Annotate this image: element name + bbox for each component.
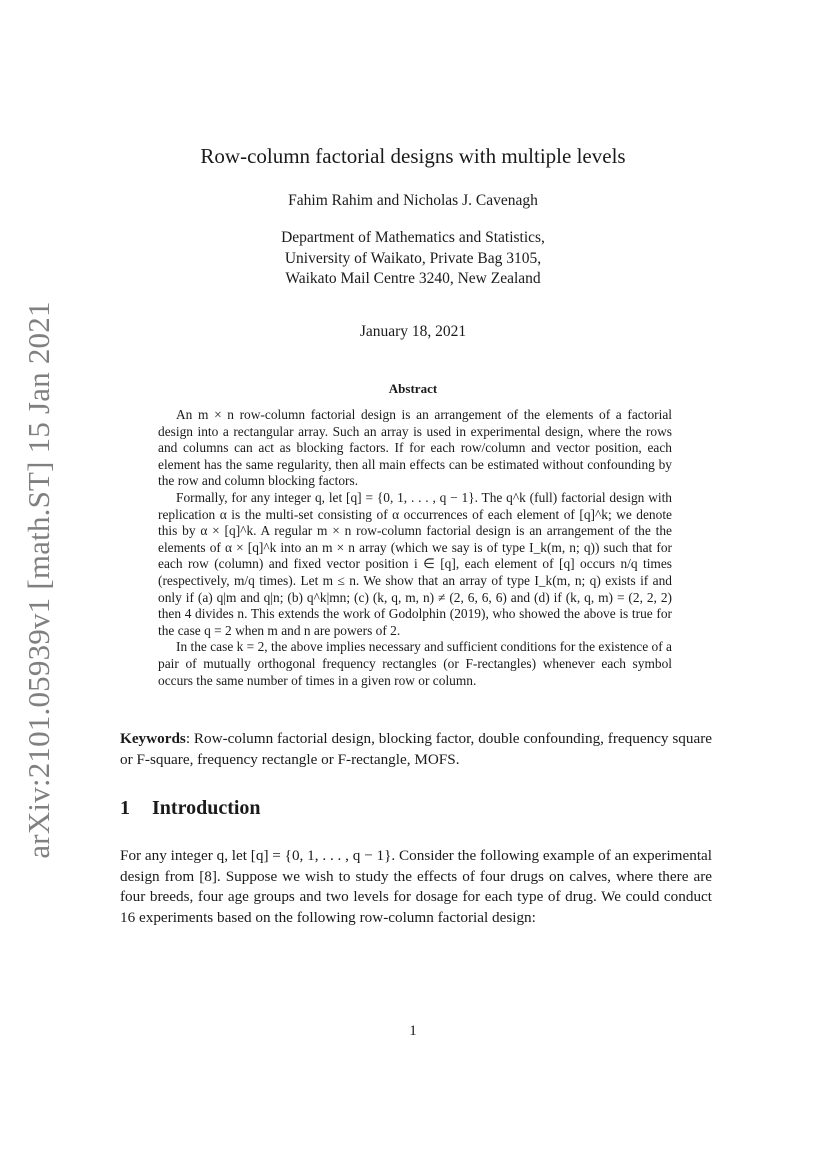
arxiv-stamp <box>14 301 64 859</box>
affiliation-line-3: Waikato Mail Centre 3240, New Zealand <box>285 270 541 287</box>
keywords-label: Keywords <box>120 730 186 747</box>
affiliation-line-2: University of Waikato, Private Bag 3105, <box>284 249 542 267</box>
paper-authors: Fahim Rahim and Nicholas J. Cavenagh <box>288 192 538 209</box>
affiliation-line-1: Department of Mathematics and Statistics, <box>281 229 545 246</box>
keywords <box>120 729 712 770</box>
section-heading <box>120 797 261 820</box>
intro-paragraph-1: For any integer q, let [q] = {0, 1, . . . , q − 1}. Consider the following example of an experimental design from [8]. Suppose we wish to study the effects of four drugs on calves, where there are four breeds, four age groups and two levels for dosage for each type of drug. We could conduct 16 experiments based on the following row-column factorial design: <box>120 847 712 926</box>
abstract-paragraph-2: Formally, for any integer q, let [q] = {0, 1, . . . , q − 1}. The q^k (full) factorial design with replication α is the multi-set consisting of α occurrences of each element of [q]^k; we denote this by α × [q]^k. A regular m × n row-column factorial design is an arrangement of the the elements of α × [q]^k into an m × n array (which we say is of type I_k(m, n; q)) such that for each row (column) and fixed vector position i ∈ [q], each element of [q] occurs n/q times (respectively, m/q times). Let m ≤ n. We show that an array of type I_k(m, n; q) exists if and only if (a) q|m and q|n; (b) q^k|mn; (c) (k, q, m, n) ≠ (2, 6, 6, 6) and (d) if (k, q, m) = (2, 2, 2) then 4 divides n. This extends the work of Godolphin (2019), who showed the above is true for the case q = 2 when m and n are powers of 2. <box>158 489 672 638</box>
page-number: 1 <box>409 1023 417 1039</box>
section-number: 1 <box>120 797 130 819</box>
keywords-text: : Row-column factorial design, blocking factor, double confounding, frequency square or F-square, frequency rectangle or F-rectangle, MOFS. <box>120 730 712 768</box>
paper-date: January 18, 2021 <box>359 323 467 340</box>
abstract-heading: Abstract <box>388 381 438 396</box>
arxiv-identifier: arXiv:2101.05939v1 [math.ST] 15 Jan 2021 <box>21 301 56 859</box>
paper-title: Row-column factorial designs with multiple levels <box>200 144 626 168</box>
affiliation <box>0 228 826 290</box>
section-title: Introduction <box>152 797 261 819</box>
abstract-body <box>158 407 672 689</box>
introduction-body <box>120 846 712 928</box>
abstract-paragraph-1: An m × n row-column factorial design is an arrangement of the elements of a factorial design into a rectangular array. Such an array is used in experimental design, where the rows and columns can act as blocking factors. If for each row/column and vector position, each element has the same regularity, then all main effects can be estimated without confounding by the row and column blocking factors. <box>158 407 672 489</box>
abstract-paragraph-3: In the case k = 2, the above implies necessary and sufficient conditions for the existence of a pair of mutually orthogonal frequency rectangles (or F-rectangles) whenever each symbol occurs the same number of times in a given row or column. <box>158 639 672 688</box>
